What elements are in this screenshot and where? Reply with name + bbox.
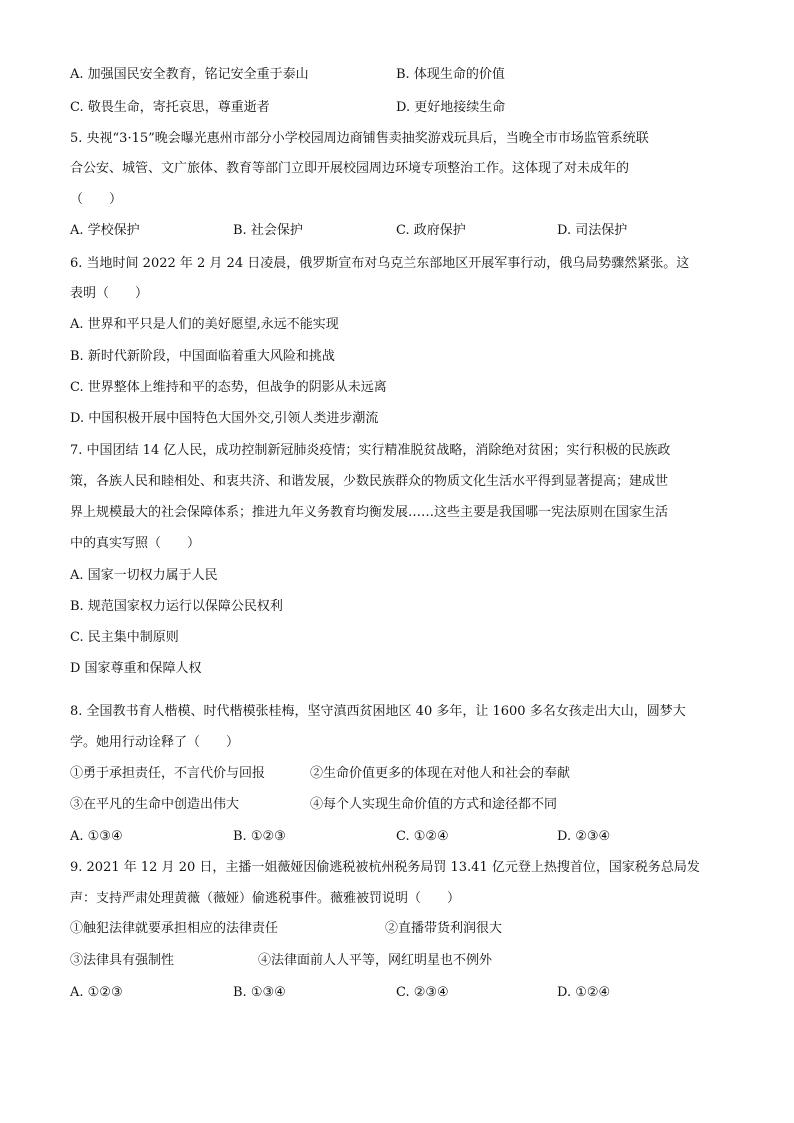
q8-stem-line-2: 学。她用行动诠释了（ ）	[70, 735, 240, 750]
q9-option-d: D. ①②④	[557, 985, 611, 1000]
q8-statement-3: ③在平凡的生命中创造出伟大	[70, 797, 240, 812]
q5-option-d: D. 司法保护	[557, 223, 628, 238]
q8-option-a: A. ①③④	[70, 829, 123, 844]
q7-option-d: D 国家尊重和保障人权	[70, 661, 202, 676]
q9-statement-2: ②直播带货利润很大	[385, 921, 503, 936]
q8-option-d: D. ②③④	[557, 829, 611, 844]
q5-option-b: B. 社会保护	[233, 223, 303, 238]
q5-answer-blank: （ ）	[70, 192, 123, 207]
q9-statement-3: ③法律具有强制性	[70, 953, 175, 968]
q5-stem-line-1: 5. 央视“3·15”晚会曝光惠州市部分小学校园周边商铺售卖抽奖游戏玩具后，当晚全市市场监管系统联	[70, 131, 649, 146]
q6-option-d: D. 中国积极开展中国特色大国外交,引领人类进步潮流	[70, 411, 379, 426]
q8-option-c: C. ①②④	[396, 829, 449, 844]
q7-stem-line-4: 中的真实写照（ ）	[70, 536, 201, 551]
q7-stem-line-1: 7. 中国团结 14 亿人民，成功控制新冠肺炎疫情；实行精准脱贫战略，消除绝对贫困；实行积极的民族政	[70, 443, 671, 458]
q5-option-a: A. 学校保护	[70, 223, 140, 238]
q9-option-c: C. ②③④	[396, 985, 449, 1000]
q6-stem-line-2: 表明（ ）	[70, 286, 149, 301]
q4-option-c: C. 敬畏生命，寄托哀思，尊重逝者	[70, 100, 270, 115]
q6-option-a: A. 世界和平只是人们的美好愿望,永远不能实现	[70, 317, 339, 332]
q4-option-d: D. 更好地接续生命	[396, 100, 506, 115]
q9-option-b: B. ①③④	[233, 985, 286, 1000]
q9-option-a: A. ①②③	[70, 985, 123, 1000]
q9-stem-line-1: 9. 2021 年 12 月 20 日，主播一姐薇娅因偷逃税被杭州税务局罚 13.41 亿元登上热搜首位，国家税务总局发	[70, 860, 700, 875]
q6-option-b: B. 新时代新阶段，中国面临着重大风险和挑战	[70, 349, 335, 364]
q9-statement-4: ④法律面前人人平等，网红明星也不例外	[258, 953, 493, 968]
q8-statement-4: ④每个人实现生命价值的方式和途径都不同	[310, 797, 558, 812]
q8-statement-1: ①勇于承担责任，不言代价与回报	[70, 766, 266, 781]
q7-option-a: A. 国家一切权力属于人民	[70, 568, 218, 583]
q7-stem-line-2: 策，各族人民和睦相处、和衷共济、和谐发展，少数民族群众的物质文化生活水平得到显著提高；建成世	[70, 474, 669, 489]
q8-stem-line-1: 8. 全国教书育人楷模、时代楷模张桂梅，坚守滇西贫困地区 40 多年，让 1600 多名女孩走出大山，圆梦大	[70, 704, 686, 719]
q7-option-c: C. 民主集中制原则	[70, 630, 179, 645]
q7-stem-line-3: 界上规模最大的社会保障体系；推进九年义务教育均衡发展……这些主要是我国哪一宪法原则在国家生活	[70, 505, 669, 520]
q6-option-c: C. 世界整体上维持和平的态势，但战争的阴影从未远离	[70, 380, 387, 395]
q5-stem-line-2: 合公安、城管、文广旅体、教育等部门立即开展校园周边环境专项整治工作。这体现了对未成年的	[70, 161, 630, 176]
q7-option-b: B. 规范国家权力运行以保障公民权利	[70, 599, 283, 614]
q6-stem-line-1: 6. 当地时间 2022 年 2 月 24 日凌晨，俄罗斯宣布对乌克兰东部地区开展军事行动，俄乌局势骤然紧张。这	[70, 256, 690, 271]
q8-option-b: B. ①②③	[233, 829, 286, 844]
q5-option-c: C. 政府保护	[396, 223, 466, 238]
q9-statement-1: ①触犯法律就要承担相应的法律责任	[70, 921, 279, 936]
q4-option-b: B. 体现生命的价值	[396, 67, 505, 82]
q4-option-a: A. 加强国民安全教育，铭记安全重于泰山	[70, 67, 309, 82]
q8-statement-2: ②生命价值更多的体现在对他人和社会的奉献	[310, 766, 571, 781]
q9-stem-line-2: 声：支持严肃处理黄薇（薇娅）偷逃税事件。薇雅被罚说明（ ）	[70, 891, 461, 906]
